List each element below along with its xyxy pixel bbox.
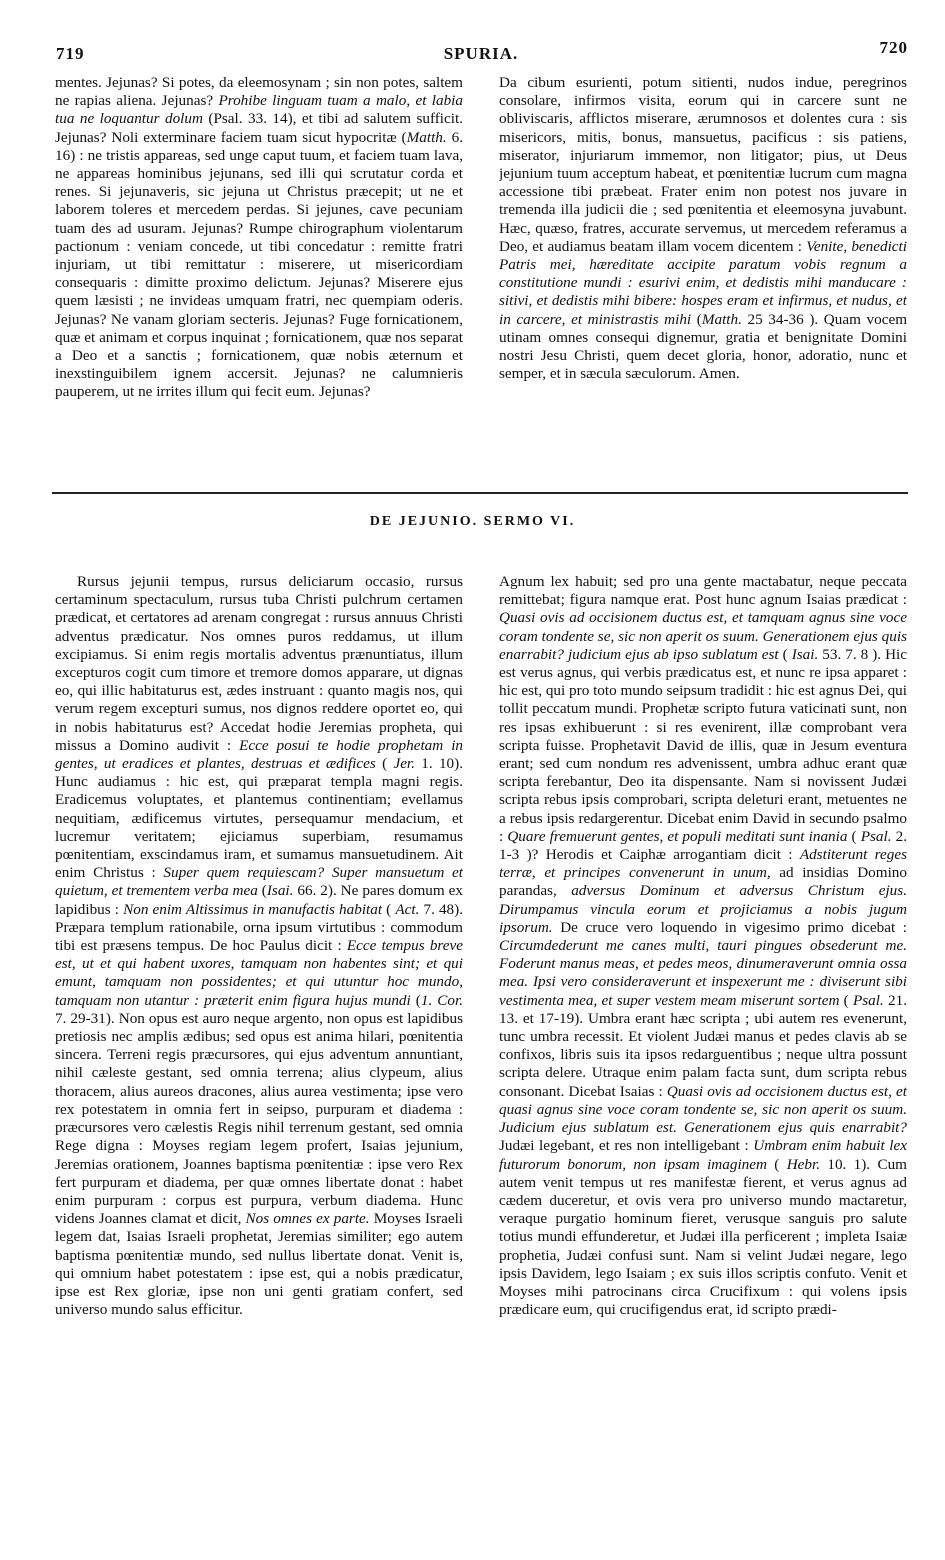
section-divider [52, 492, 908, 494]
citation: Matth. [406, 128, 447, 146]
citation: 1. Cor. [420, 991, 463, 1009]
scripture-quote: Ecce posui te hodie prophetam in gentes, ut eradices et plantes, destruas et ædifices [55, 736, 463, 773]
scripture-quote: Prohibe linguam tuam a malo, et labia tua ne loquantur dolum [55, 92, 463, 128]
column-bottom-left [55, 573, 463, 1523]
text-run: ( [375, 755, 394, 773]
text-run: (Psal. 33. 14), et tibi ad salutem sufficit. Jejunas? Noli exterminare faciem tuam sicut hypocritæ ( [55, 110, 463, 146]
scripture-quote: Ecce tempus breve est, ut et qui habent uxores, tamquam non habentes sint; et qui emunt, tamquam non possidentes; et qui utuntur hoc mundo, tamquam non utantur : præterit enim figura hujus mundi [55, 937, 463, 1009]
text-run: ad insidias Domino parandas, [499, 864, 907, 900]
text-run: 6. 16) : ne tristis appareas, sed unge caput tuum, et faciem tuam lava, ne appareas hominibus jejunans, sed illi qui scrutatur corda et renes. Si jejunaveris, sic jejuna ut Christus præcepit; ut ne et laborem toleres et mercedem perdas. Si jejunes, cave pecuniam tuam des ad usuram. Jejunas? Rumpe chirographum violentarum pactionum : veniam concede, ut tibi concedatur : remitte fratri injuriam, ut tibi remittatur : miserere, ut misericordiam consequaris : dimitte proximo delictum. Jejunas? Miserere ejus quem læsisti ; ne invideas umquam fratri, nec quempiam oderis. Jejunas? Ne vanam gloriam secteris. Jejunas? Fuge fornicationem, quæ et animam et corpus inquinat ; fornicationem, quæ nos separat a Deo et a sanctis ; fornicationem, quæ nobis æternum et inexstinguibilem ignem accersit. Jejunas? ne calumnieris pauperem, ut ne irrites illum qui fecit eum. Jejunas? [55, 128, 463, 401]
paragraph [55, 74, 463, 402]
text-run: 7. 29-31). Non opus est auro neque argento, non opus est lapidibus pretiosis nec amplis ædibus; sed opus est anima hilari, pœnitentia sincera. Terreni regis præcursores, qui ejus adventum annuntiant, nihil cæleste gestant, sed omnia terrena; alius clypeum, alius thoracem, alius aureos dracones, alius aurea vestimenta; ipse vero rex potestatem in omnia fert in seipso, purpuram et diadema : præcursores vero cælestis Regis nihil terrenum gestant, sed omnia Rege digna : Moyses regiam legem profert, Isaias jejunium, Jeremias orationem, Joannes baptisma pœnitentiæ : ipse vero Rex fert purpuram et diadema, per quæ omnes libertate donat : habet enim purpuram : corpus est purpura, verbum diadema. Hunc videns Joannes clamat et dicit, [55, 1009, 463, 1228]
citation: Isai. [791, 645, 819, 663]
scripture-quote: Super quem requiescam? Super mansuetum et quietum, et trementem verba mea [55, 864, 463, 900]
text-run: 21. 13. et 17-19). Umbra erant hæc scripta ; ubi autem res evenerunt, tunc umbra recessit. Et violent Judæi manus et pedes clavis ab se confixos, libris suis ita ipsos redarguentibus ; neque ultra possunt scripta delere. Utraque enim palam facta sunt, dum scripta rebus consonant. Dicebat Isaias : [499, 991, 907, 1100]
text-run: ( [839, 991, 853, 1009]
column-top-right [499, 74, 907, 488]
text-run: ( [766, 1155, 787, 1173]
text-run: 25 34-36 ). Quam vocem utinam omnes consequi dignemur, gratia et benignitate Domini nostri Jesu Christi, quem decet gloria, honor, adoratio, nunc et semper, et in sæcula sæculorum. Amen. [499, 310, 907, 383]
scripture-quote: Umbram enim habuit lex futurorum bonorum, non ipsam imaginem [499, 1137, 907, 1173]
text-run: Moyses Israeli legem dat, Isaias Israeli prophetat, Jeremias similiter; ego autem baptisma pœnitentiæ mundo, sed nullus libertate donat. Venit is, qui omnium habet potestatem : ipse est, qui a nobis prædicatur, ipse est Rex gloriæ, ipse non uni genti gratiam confert, sed universo mundo salus efficitur. [55, 1210, 463, 1319]
text-run: ( [382, 900, 396, 918]
scripture-quote: Nos omnes ex parte. [245, 1210, 370, 1228]
citation: Psal. [860, 827, 892, 845]
paragraph [499, 573, 907, 1319]
scripture-quote: Venite, benedicti Patris mei, hæreditate accipite paratum vobis regnum a constitutione mundi : esurivi enim, et dedistis mihi manducare : sitivi, et dedistis mihi bibere: hospes eram et infirmus, et nudus, et in carcere, et ministrastis mihi [499, 237, 907, 328]
running-head [52, 38, 910, 64]
scripture-quote: Quasi ovis ad occisionem ductus est, et quasi agnus sine voce coram tondente se, sic non aperit os suum. Judicium ejus sublatum est. Generationem ejus quis enarrabit? [499, 1082, 907, 1137]
citation: Hebr. [786, 1155, 821, 1173]
text-run: De cruce vero loquendo in vigesimo primo dicebat : [552, 918, 907, 936]
text-run: 1. 10). Hunc audiamus : hic est, qui præparat templa magni regis. Eradicemus voluptates, et plantemus continentiam; evellamus nequitiam, ædificemus virtutes, persequamur mendacium, et lucremur veritatem; ejiciamus superbiam, resumamus pœnitentiam, exscindamus iram, et sumamus mansuetudinem. Ait enim Christus : [55, 755, 463, 882]
sermon-title: DE JEJUNIO. SERMO VI. [369, 514, 576, 529]
scripture-quote: Quasi ovis ad occisionem ductus est, et tamquam agnus sine voce coram tondente se, sic non aperit os suum. Generationem ejus quis enarrabit? judicium ejus ab ipso sublatum est [499, 609, 907, 663]
paragraph [499, 74, 907, 383]
text-run: ( [691, 310, 702, 328]
text-run: Agnum lex habuit; sed pro una gente mactabatur, neque peccata remittebat; figura namque erat. Post hunc agnum Isaias prædicat : [499, 573, 907, 609]
paragraph [55, 573, 463, 1319]
page-number-right: 720 [879, 38, 908, 57]
running-title: SPURIA. [443, 44, 519, 63]
scripture-quote: adversus Dominum et adversus Christum ejus. Dirumpamus vincula eorum et projiciamus a nobis jugum ipsorum. [499, 882, 907, 936]
scripture-quote: Adstiterunt reges terræ, et principes convenerunt in unum, [499, 846, 907, 882]
scripture-quote: Quare fremuerunt gentes, et populi meditati sunt inania [507, 827, 848, 845]
citation: Act. [395, 900, 420, 918]
citation: Matth. [701, 310, 742, 328]
text-run: Rursus jejunii tempus, rursus deliciarum occasio, rursus certaminum spectaculum, rursus tuba Christi pulchrum certamen prædicat, et certatores ad arenam congregat : rursus annuus Christi adventus prædicatur. Nos omnes puros reddamus, ut illum excipiamus. Si enim regis mortalis adventus prænuntiatus, illum excepturos cogit cum timore et tremore domos apparare, ut dignas eo, qui illic habitaturus est, ædes instruant : quanto magis nos, qui verum regem excepturi sumus, nos dignos reddere oportet eo, qui in nobis habitaturus est? Accedat hodie Jeremias propheta, qui missus a Domino audivit : [55, 573, 463, 754]
text-run: 7. 48). Præpara templum rationabile, orna ipsum virtutibus : commodum tibi est præsens tempus. De hoc Paulus dicit : [55, 900, 463, 955]
citation: Isai. [266, 882, 294, 900]
scripture-quote: Circumdederunt me canes multi, tauri pingues obsederunt me. Foderunt manus meas, et pedes meos, dinumeraverunt omnia ossa mea. Ipsi vero consideraverunt et inspexerunt me : diviserunt sibi vestimenta mea, et super vestem meam miserunt sortem [499, 937, 907, 1009]
text-run: mentes. Jejunas? Si potes, da eleemosynam ; sin non potes, saltem ne rapias aliena. Jejunas? [55, 74, 463, 110]
text-run: ( [257, 882, 267, 900]
text-run: ( [847, 827, 861, 845]
text-run: 53. 7. 8 ). Hic est verus agnus, qui verbis prædicatus est, et nunc re ipsa apparet : hic est, qui pro toto mundo seipsum tradidit : hic est agnus Dei, qui tollit peccatum mundi. Prophetæ scripto futura vaticinati sunt, non res ipsas exhibuerunt : si res evenirent, illæ comprobant vera scripta fuisse. Prophetavit David de illis, quæ in Jesum eventura erant; sed cum nondum res advenissent, umbra adhuc erant quæ scripta ferebantur, Deo ita dispensante. Nam si novissent Judæi scripta rebus ipsis comprobari, scripta deleturi erant, metuentes ne a rebus ipsis redargerentur. Dicebat enim David in secundo psalmo : [499, 645, 907, 845]
text-run: ( [778, 645, 792, 663]
column-top-left [55, 74, 463, 488]
scripture-quote: Non enim Altissimus in manufactis habitat [123, 900, 383, 918]
text-run: 66. 2). Ne pares domum ex lapidibus : [55, 882, 463, 918]
text-run: Da cibum esurienti, potum sitienti, nudos indue, peregrinos consolare, infirmos visita, eorum qui in carcere sunt ne obliviscaris, afflictos miserare, ærumnosos et dolentes cura : sis misericors, mitis, bonus, mansuetus, pacificus : sis patiens, miserator, injuriarum immemor, non litigator; pius, ut Deus jejunium tuum acceptum habeat, et pœnitentiæ lucrum cum magna accessione tibi præbeat. Frater enim non potest nos juvare in tremenda illa judicii die ; sed pœnitentia et eleemosyna juvabunt. Hæc, quæso, fratres, accurate servemus, ut mercedem referamus a Deo, et audiamus beatam illam vocem dicentem : [499, 74, 907, 255]
column-bottom-right [499, 573, 907, 1523]
citation: Psal. [852, 991, 884, 1009]
text-run: Judæi legebant, et res non intelligebant : [499, 1137, 754, 1155]
text-run: 2. 1-3 )? Herodis et Caiphæ arrogantiam dicit : [499, 827, 907, 864]
text-run: ( [410, 991, 421, 1009]
page-number-left: 719 [56, 44, 85, 63]
text-run: 10. 1). Cum autem venit tempus ut res manifestæ fierent, et verus agnus ad cædem duceretur, et ovis vera pro universo mundo mactaretur, veraque purgatio hominum fieret, verusque sanguis pro salute totius mundi effunderetur, et Judæi illa perficerent ; impleta Isaiæ prophetia, Judæi confusi sunt. Nam si velint Judæi negare, lego ipsis Davidem, lego Isaiam ; ex suis illos scriptis confuto. Venit et Moyses mihi patrocinans circa Crucifixum : qui volens ipsis prædicare eum, qui crucifigendus erat, id scripto prædi- [499, 1155, 907, 1319]
citation: Jer. [393, 755, 415, 773]
